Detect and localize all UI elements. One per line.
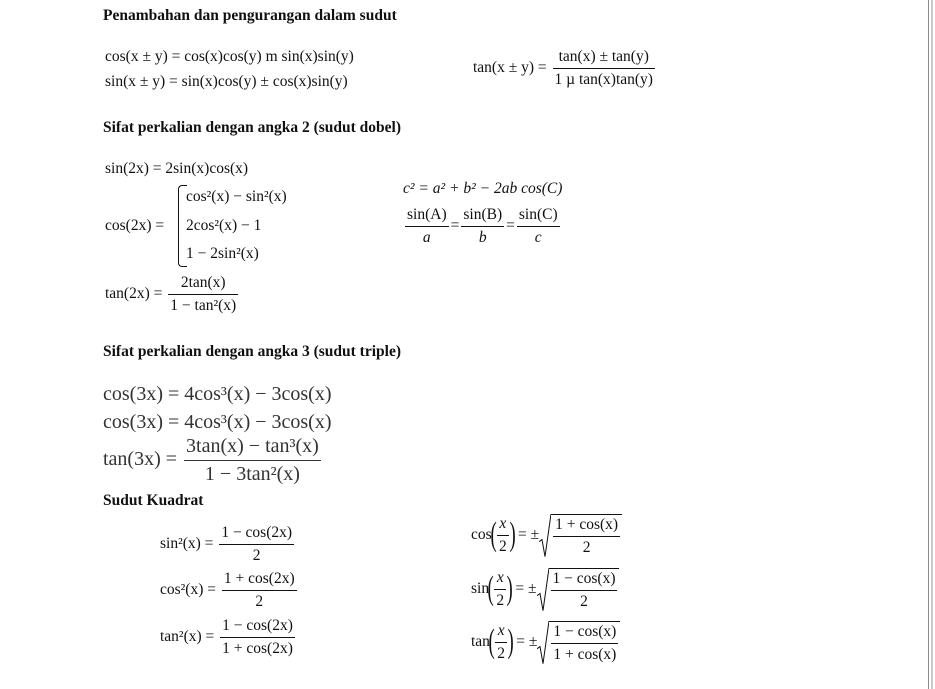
tan-square-denominator: 1 + cos(2x) xyxy=(222,639,293,657)
tan-half-arg-den: 2 xyxy=(497,644,506,662)
tan-double-fraction xyxy=(168,274,238,315)
sine-law-a: a xyxy=(422,228,431,246)
cos-double-case-1: cos²(x) − sin²(x) xyxy=(186,188,287,205)
cos-half-arg xyxy=(497,515,509,556)
paren-right: ) xyxy=(507,623,514,661)
sine-law-c: c xyxy=(534,228,542,246)
tan-double-denominator: 1 − tan²(x) xyxy=(170,296,237,314)
tan-triple-denominator: 1 − 3tan²(x) xyxy=(204,463,300,485)
cos-half-arg-num: x xyxy=(497,515,509,536)
cos-half-numerator: 1 + cos(x) xyxy=(553,516,620,537)
cos-square-denominator: 2 xyxy=(255,592,264,610)
sin-half-eq: = ± xyxy=(515,579,537,597)
cos-half-arg-den: 2 xyxy=(499,537,507,555)
cos-half-fn: cos xyxy=(471,525,492,543)
formula-cos-square xyxy=(160,570,299,611)
cos-half-eq: = ± xyxy=(517,525,540,543)
formula-sin-half xyxy=(471,568,619,611)
tan-half-numerator: 1 − cos(x) xyxy=(551,623,618,644)
sin-half-radical xyxy=(537,568,620,611)
sin-half-numerator: 1 − cos(x) xyxy=(551,570,618,591)
radical-sign xyxy=(537,621,549,664)
formula-tan-double xyxy=(105,274,240,315)
page-border xyxy=(928,0,929,689)
tan-double-lhs: tan(2x) = xyxy=(105,284,163,302)
heading-sum-difference: Penambahan dan pengurangan dalam sudut xyxy=(103,7,397,24)
tan-half-arg xyxy=(495,622,507,663)
sine-law-sinA: sin(A) xyxy=(405,206,449,227)
tan-double-numerator: 2tan(x) xyxy=(168,274,238,295)
cos-half-fraction xyxy=(553,516,620,557)
sine-law-b: b xyxy=(478,228,487,246)
sine-law-fraction-c xyxy=(517,206,560,247)
tan-half-denominator: 1 + cos(x) xyxy=(553,645,617,663)
paren-left: ( xyxy=(490,516,497,554)
sin-half-denominator: 2 xyxy=(580,592,588,610)
cos-square-numerator: 1 + cos(2x) xyxy=(222,570,297,591)
formula-cos-triple-1: cos(3x) = 4cos³(x) − 3cos(x) xyxy=(103,383,332,405)
tan-half-fraction xyxy=(551,623,618,664)
paren-right: ) xyxy=(506,570,513,608)
sin-half-arg-num: x xyxy=(494,569,506,590)
heading-triple-angle: Sifat perkalian dengan angka 3 (sudut triple) xyxy=(103,343,401,360)
radical-sign xyxy=(537,568,549,611)
tan-sum-lhs: tan(x ± y) = xyxy=(473,58,547,76)
sin-square-numerator: 1 − cos(2x) xyxy=(219,524,294,545)
sin-square-denominator: 2 xyxy=(252,546,261,564)
formula-cos-triple-2: cos(3x) = 4cos³(x) − 3cos(x) xyxy=(103,411,332,433)
tan-square-fraction xyxy=(220,617,295,658)
tan-triple-lhs: tan(3x) = xyxy=(103,448,178,471)
sine-law-sinC: sin(C) xyxy=(517,206,560,227)
tan-square-lhs: tan²(x) = xyxy=(160,627,215,645)
tan-triple-numerator: 3tan(x) − tan³(x) xyxy=(184,435,321,461)
tan-half-eq: = ± xyxy=(516,632,538,650)
tan-sum-numerator: tan(x) ± tan(y) xyxy=(553,48,655,69)
formula-cos-half xyxy=(471,514,622,557)
tan-sum-fraction xyxy=(553,48,655,89)
sin-half-arg xyxy=(494,569,506,610)
sine-law-sinB: sin(B) xyxy=(461,206,504,227)
cos-double-case-2: 2cos²(x) − 1 xyxy=(186,217,262,234)
tan-square-numerator: 1 − cos(2x) xyxy=(220,617,295,638)
cos-square-lhs: cos²(x) = xyxy=(160,580,216,598)
law-of-cosines: c² = a² + b² − 2ab cos(C) xyxy=(403,180,563,197)
tan-sum-denominator: 1 µ tan(x)tan(y) xyxy=(554,70,653,88)
sin-half-fraction xyxy=(551,570,618,611)
paren-right: ) xyxy=(509,516,516,554)
tan-half-fn: tan xyxy=(471,632,490,650)
formula-tan-sum xyxy=(473,48,657,89)
formula-cos-sum: cos(x ± y) = cos(x)cos(y) m sin(x)sin(y) xyxy=(105,48,354,65)
sin-half-arg-den: 2 xyxy=(496,591,505,609)
formula-sin-double: sin(2x) = 2sin(x)cos(x) xyxy=(105,160,249,177)
formula-cos-double-lhs: cos(2x) = xyxy=(105,217,165,234)
tan-triple-fraction xyxy=(184,435,321,486)
sin-half-fn: sin xyxy=(471,579,490,597)
tan-half-arg-num: x xyxy=(495,622,507,643)
sine-law-fraction-b xyxy=(461,206,504,247)
sin-square-fraction xyxy=(219,524,294,565)
cos-half-radical xyxy=(539,514,622,557)
cos-square-fraction xyxy=(222,570,297,611)
formula-sin-square xyxy=(160,524,296,565)
law-of-sines: $\frac{\sin(A)}{a}$ = $\frac{\sin(B)}{b}$ = $\frac{\sin(C)}{c}$ xyxy=(407,206,558,246)
page-border-shadow xyxy=(931,0,933,689)
formula-sin-sum: sin(x ± y) = sin(x)cos(y) ± cos(x)sin(y) xyxy=(105,73,348,90)
formula-tan-half xyxy=(471,621,620,664)
formula-tan-square xyxy=(160,617,297,658)
cos-half-denominator: 2 xyxy=(582,538,591,556)
paren-left: ( xyxy=(487,570,494,608)
cos-double-case-3: 1 − 2sin²(x) xyxy=(186,245,259,262)
radical-sign xyxy=(539,514,551,557)
formula-tan-triple xyxy=(103,435,323,486)
tan-half-radical xyxy=(537,621,620,664)
sin-square-lhs: sin²(x) = xyxy=(160,534,214,552)
paren-left: ( xyxy=(488,623,495,661)
sine-law-fraction-a xyxy=(405,206,449,247)
heading-square-angle: Sudut Kuadrat xyxy=(103,492,204,509)
heading-double-angle: Sifat perkalian dengan angka 2 (sudut dobel) xyxy=(103,119,402,136)
